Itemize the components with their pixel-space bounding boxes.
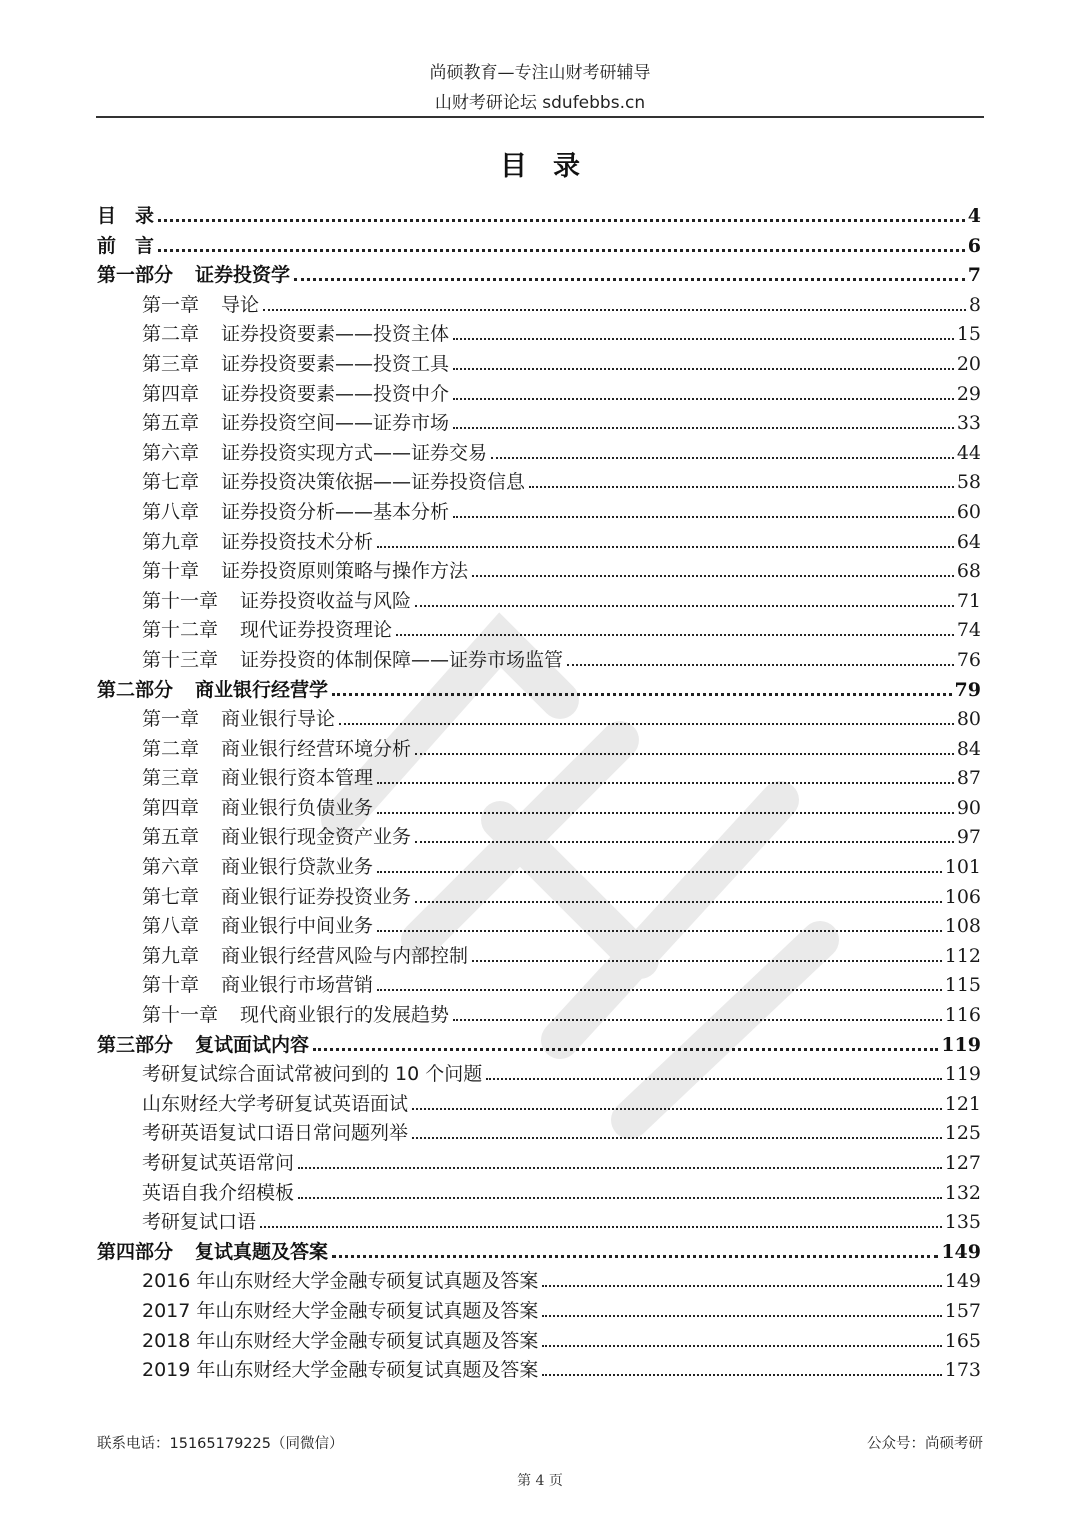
toc-entry[interactable] <box>97 616 981 646</box>
toc-entry[interactable] <box>97 350 981 380</box>
page-number: 第 4 页 <box>517 1473 563 1489</box>
toc-entry-title: 前 言 <box>97 234 155 257</box>
toc-entry-number: 第十二章 <box>142 619 219 642</box>
toc-leader-dots <box>472 960 942 962</box>
toc-entry-page: 116 <box>944 1004 981 1027</box>
toc-entry[interactable] <box>97 883 981 913</box>
toc-entry[interactable] <box>97 1267 981 1297</box>
toc-entry-number: 第二章 <box>142 737 200 760</box>
toc-entry-title: 山东财经大学考研复试英语面试 <box>142 1092 409 1115</box>
toc-entry-page: 33 <box>956 412 981 435</box>
toc-entry-title: 目 录 <box>97 205 155 227</box>
toc-entry-page: 29 <box>956 382 981 405</box>
toc-leader-dots <box>542 1345 941 1347</box>
toc-entry[interactable] <box>97 735 981 765</box>
footer-contact: 联系电话：15165179225（同微信） <box>97 1436 344 1452</box>
toc-entry-number: 第五章 <box>142 826 200 849</box>
toc-entry[interactable] <box>97 1119 981 1149</box>
toc-entry-page: 119 <box>941 1033 981 1056</box>
toc-entry[interactable] <box>97 1090 981 1120</box>
toc-entry[interactable] <box>97 1179 981 1209</box>
toc-leader-dots <box>377 930 942 932</box>
toc-entry-title: 商业银行导论 <box>221 708 336 731</box>
toc-entry-title: 证券投资原则策略与操作方法 <box>221 560 469 583</box>
toc-entry-page: 8 <box>968 293 981 316</box>
toc-leader-dots <box>453 516 954 518</box>
toc-entry-number: 第二章 <box>142 323 200 346</box>
toc-leader-dots <box>412 1137 942 1139</box>
toc-entry-title: 证券投资要素——投资工具 <box>221 352 450 375</box>
header-line-1: 尚硕教育—专注山财考研辅导 <box>429 63 651 83</box>
toc-leader-dots <box>158 249 965 252</box>
toc-leader-dots <box>415 841 954 843</box>
toc-entry[interactable] <box>97 1208 981 1238</box>
toc-leader-dots <box>453 427 954 429</box>
toc-entry[interactable] <box>97 1356 981 1386</box>
toc-entry-page: 149 <box>944 1270 981 1293</box>
toc-entry-number: 第八章 <box>142 500 200 523</box>
toc-entry-title: 商业银行资本管理 <box>221 767 374 790</box>
toc-leader-dots <box>377 989 942 991</box>
toc-entry-title: 商业银行市场营销 <box>221 974 374 997</box>
toc-entry-number: 第九章 <box>142 944 200 967</box>
toc-entry[interactable] <box>97 261 981 291</box>
toc-entry-title: 证券投资分析——基本分析 <box>221 500 450 523</box>
toc-entry-number: 第十三章 <box>142 648 219 671</box>
toc-entry[interactable] <box>97 468 981 498</box>
toc-entry-page: 80 <box>956 708 981 731</box>
toc-entry-page: 157 <box>944 1299 981 1322</box>
toc-entry-page: 101 <box>944 856 981 879</box>
toc-entry[interactable] <box>97 912 981 942</box>
toc-leader-dots <box>542 1374 941 1376</box>
toc-entry-page: 76 <box>956 648 981 671</box>
toc-entry-title: 考研复试口语 <box>142 1211 257 1234</box>
toc-entry-page: 44 <box>956 441 981 464</box>
toc-leader-dots <box>453 338 954 340</box>
toc-entry-page: 87 <box>956 767 981 790</box>
toc-entry-page: 58 <box>956 471 981 494</box>
toc-leader-dots <box>453 368 954 370</box>
toc-entry-page: 115 <box>944 974 981 997</box>
toc-entry-page: 149 <box>941 1240 981 1263</box>
toc-entry[interactable] <box>97 1031 981 1061</box>
table-of-contents <box>97 202 981 1386</box>
toc-entry-number: 第三章 <box>142 352 200 375</box>
toc-entry-title: 2019 年山东财经大学金融专硕复试真题及答案 <box>142 1359 539 1382</box>
header-line-2: 山财考研论坛 sdufebbs.cn <box>434 93 646 113</box>
toc-leader-dots <box>158 219 965 222</box>
toc-entry-page: 60 <box>956 500 981 523</box>
toc-entry-page: 108 <box>944 915 981 938</box>
toc-entry-number: 第十一章 <box>142 1004 219 1027</box>
toc-entry-title: 商业银行经营学 <box>195 678 329 701</box>
footer <box>97 1432 983 1453</box>
toc-entry-number: 第十一章 <box>142 589 219 612</box>
toc-entry[interactable] <box>97 498 981 528</box>
toc-leader-dots <box>377 812 954 814</box>
toc-entry-title: 现代商业银行的发展趋势 <box>240 1004 450 1027</box>
toc-entry-page: 7 <box>967 264 981 287</box>
toc-entry[interactable] <box>97 1001 981 1031</box>
toc-entry-title: 商业银行中间业务 <box>221 915 374 938</box>
toc-entry-page: 64 <box>956 530 981 553</box>
toc-entry[interactable] <box>97 1297 981 1327</box>
toc-entry-number: 第七章 <box>142 471 200 494</box>
toc-leader-dots <box>396 634 954 636</box>
toc-leader-dots <box>415 753 954 755</box>
toc-entry-title: 证券投资要素——投资中介 <box>221 382 450 405</box>
toc-entry[interactable] <box>97 705 981 735</box>
toc-entry-page: 79 <box>954 678 981 701</box>
toc-entry[interactable] <box>97 1149 981 1179</box>
toc-leader-dots <box>486 1078 941 1080</box>
toc-leader-dots <box>294 278 965 281</box>
toc-entry-page: 74 <box>956 619 981 642</box>
toc-entry-title: 商业银行经营环境分析 <box>221 737 412 760</box>
toc-entry[interactable] <box>97 1238 981 1268</box>
toc-entry-title: 证券投资学 <box>195 264 291 287</box>
toc-entry[interactable] <box>97 202 981 232</box>
toc-leader-dots <box>377 546 954 548</box>
toc-entry-number: 第十章 <box>142 560 200 583</box>
toc-entry-title: 英语自我介绍模板 <box>142 1181 295 1204</box>
toc-leader-dots <box>542 1285 941 1287</box>
page-title: 目录 <box>500 151 606 182</box>
toc-entry-title: 证券投资技术分析 <box>221 530 374 553</box>
toc-entry[interactable] <box>97 794 981 824</box>
toc-entry-title: 复试真题及答案 <box>195 1240 329 1263</box>
toc-entry-page: 165 <box>944 1329 981 1352</box>
toc-leader-dots <box>453 1019 942 1021</box>
toc-entry-page: 84 <box>956 737 981 760</box>
toc-entry[interactable] <box>97 971 981 1001</box>
toc-entry-title: 考研复试英语常问 <box>142 1152 295 1174</box>
toc-entry-title: 2017 年山东财经大学金融专硕复试真题及答案 <box>142 1299 539 1322</box>
toc-entry-number: 第四部分 <box>97 1240 174 1263</box>
toc-entry-title: 证券投资的体制保障——证券市场监管 <box>240 648 564 671</box>
toc-entry-page: 132 <box>944 1181 981 1204</box>
toc-leader-dots <box>377 871 942 873</box>
toc-leader-dots <box>415 605 954 607</box>
header-divider <box>96 116 984 118</box>
toc-entry[interactable] <box>97 380 981 410</box>
toc-entry[interactable] <box>97 232 981 262</box>
toc-leader-dots <box>491 457 954 459</box>
toc-entry-title: 证券投资要素——投资主体 <box>221 323 450 346</box>
toc-entry-number: 第六章 <box>142 856 200 879</box>
toc-entry-page: 106 <box>944 885 981 908</box>
toc-leader-dots <box>415 901 942 903</box>
toc-entry-title: 考研复试综合面试常被问到的 10 个问题 <box>142 1063 483 1086</box>
toc-entry-page: 173 <box>944 1359 981 1382</box>
toc-entry-title: 2018 年山东财经大学金融专硕复试真题及答案 <box>142 1329 539 1352</box>
toc-leader-dots <box>453 398 954 400</box>
toc-leader-dots <box>260 1226 942 1228</box>
toc-entry-title: 证券投资实现方式——证券交易 <box>221 441 488 464</box>
toc-entry-page: 6 <box>967 234 981 257</box>
toc-entry-number: 第一章 <box>142 293 200 316</box>
toc-leader-dots <box>332 693 952 696</box>
toc-entry[interactable] <box>97 764 981 794</box>
toc-entry-number: 第六章 <box>142 441 200 464</box>
toc-entry-page: 4 <box>967 205 981 227</box>
toc-entry[interactable] <box>97 942 981 972</box>
toc-entry-number: 第八章 <box>142 915 200 938</box>
toc-entry-number: 第四章 <box>142 382 200 405</box>
toc-leader-dots <box>332 1255 938 1258</box>
toc-entry-number: 第二部分 <box>97 678 174 701</box>
toc-entry-title: 商业银行贷款业务 <box>221 856 374 879</box>
toc-entry-title: 商业银行证券投资业务 <box>221 885 412 908</box>
toc-entry-page: 71 <box>956 589 981 612</box>
toc-entry[interactable] <box>97 409 981 439</box>
toc-entry-title: 商业银行现金资产业务 <box>221 826 412 849</box>
toc-entry[interactable] <box>97 853 981 883</box>
toc-entry-number: 第九章 <box>142 530 200 553</box>
toc-leader-dots <box>472 575 954 577</box>
toc-leader-dots <box>567 664 954 666</box>
toc-entry[interactable] <box>97 1060 981 1090</box>
toc-entry-number: 第四章 <box>142 796 200 819</box>
toc-entry-title: 证券投资空间——证券市场 <box>221 412 450 435</box>
toc-entry[interactable] <box>97 676 981 706</box>
toc-entry[interactable] <box>97 320 981 350</box>
toc-entry-number: 第三章 <box>142 767 200 790</box>
toc-entry-page: 119 <box>944 1063 981 1086</box>
toc-leader-dots <box>263 309 966 311</box>
toc-entry-page: 127 <box>944 1152 981 1174</box>
toc-entry[interactable] <box>97 1327 981 1357</box>
toc-entry-title: 证券投资收益与风险 <box>240 589 412 612</box>
toc-entry-number: 第三部分 <box>97 1033 174 1056</box>
toc-entry-number: 第一章 <box>142 708 200 731</box>
toc-entry-page: 15 <box>956 323 981 346</box>
toc-entry-title: 2016 年山东财经大学金融专硕复试真题及答案 <box>142 1270 539 1293</box>
toc-entry-title: 考研英语复试口语日常问题列举 <box>142 1122 409 1145</box>
toc-entry-page: 112 <box>944 944 981 967</box>
toc-entry-page: 97 <box>956 826 981 849</box>
toc-leader-dots <box>377 782 954 784</box>
toc-leader-dots <box>542 1315 941 1317</box>
toc-entry[interactable] <box>97 528 981 558</box>
toc-entry-title: 商业银行负债业务 <box>221 796 374 819</box>
toc-entry[interactable] <box>97 291 981 321</box>
toc-entry[interactable] <box>97 587 981 617</box>
toc-leader-dots <box>412 1108 942 1110</box>
toc-entry-title: 现代证券投资理论 <box>240 619 393 642</box>
toc-entry-number: 第七章 <box>142 885 200 908</box>
toc-entry-title: 复试面试内容 <box>195 1033 310 1056</box>
toc-leader-dots <box>298 1167 942 1169</box>
toc-entry[interactable] <box>97 439 981 469</box>
toc-entry-page: 135 <box>944 1211 981 1234</box>
toc-entry-title: 导论 <box>221 293 260 316</box>
toc-entry-title: 商业银行经营风险与内部控制 <box>221 944 469 967</box>
toc-entry-title: 证券投资决策依据——证券投资信息 <box>221 471 526 494</box>
toc-entry-page: 125 <box>944 1122 981 1145</box>
footer-wechat: 公众号：尚硕考研 <box>867 1436 983 1452</box>
toc-entry-number: 第十章 <box>142 974 200 997</box>
toc-entry-page: 121 <box>944 1092 981 1115</box>
toc-entry-page: 68 <box>956 560 981 583</box>
toc-entry[interactable] <box>97 646 981 676</box>
toc-leader-dots <box>298 1197 942 1199</box>
toc-entry-page: 90 <box>956 796 981 819</box>
toc-entry-number: 第五章 <box>142 412 200 435</box>
toc-leader-dots <box>313 1048 938 1051</box>
toc-entry[interactable] <box>97 557 981 587</box>
toc-entry[interactable] <box>97 823 981 853</box>
toc-entry-number: 第一部分 <box>97 264 174 287</box>
toc-leader-dots <box>339 723 954 725</box>
toc-leader-dots <box>529 486 954 488</box>
toc-entry-page: 20 <box>956 352 981 375</box>
